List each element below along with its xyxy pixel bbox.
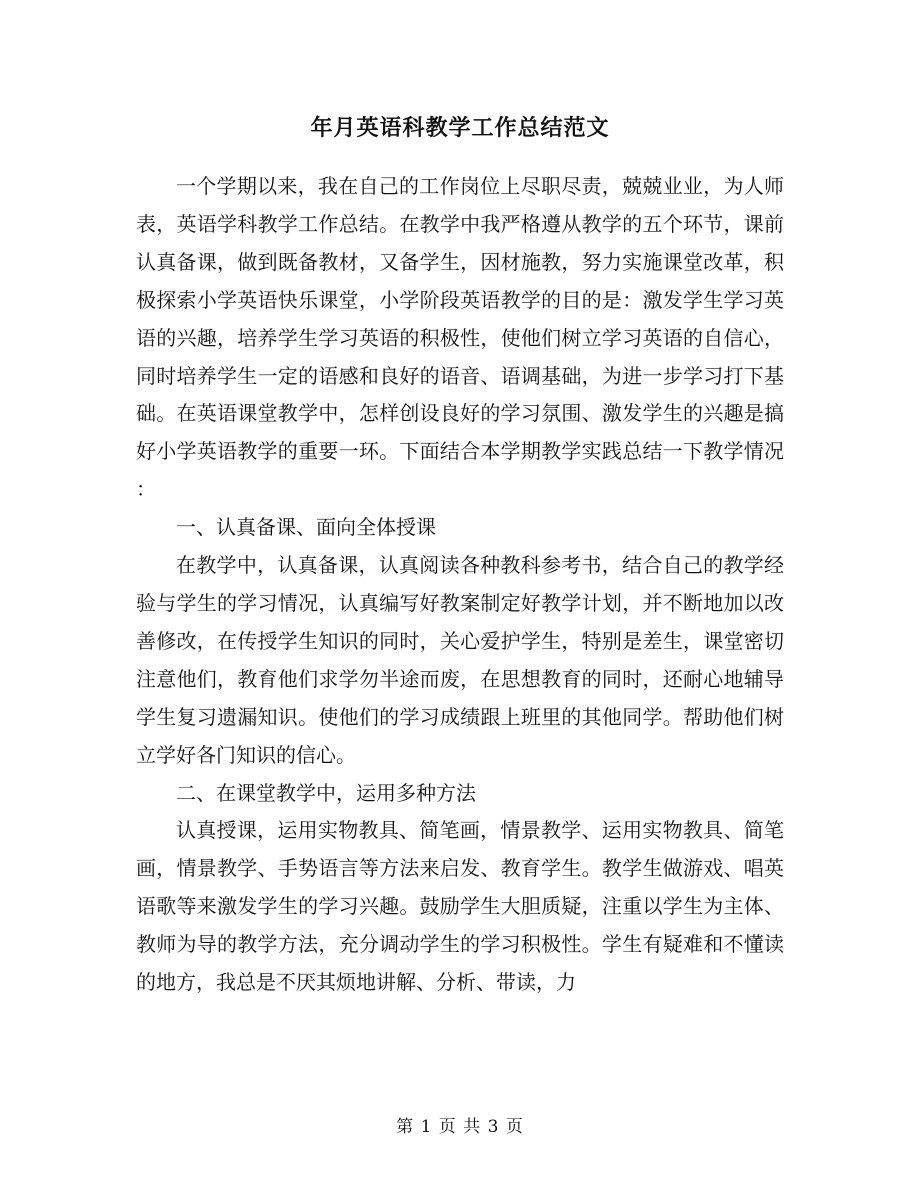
section-2-heading: 二、在课堂教学中，运用多种方法 bbox=[176, 780, 476, 805]
page-number-footer: 第 1 页 共 3 页 bbox=[396, 1117, 524, 1137]
section-1-paragraph: 在教学中，认真备课，认真阅读各种教科参考书，结合自己的教学经验与学生的学习情况，认真编写好教案制定好教学计划，并不断地加以改善修改，在传授学生知识的同时，关心爱护学生，特别是差生，课堂密切注意他们，教育他们求学勿半途而废，在思想教育的同时，还耐心地辅导学生复习遗漏知识。使他们的学习成绩跟上班里的其他同学。帮助他们树立学好各门知识的信心。 bbox=[136, 553, 784, 767]
section-2-paragraph: 认真授课，运用实物教具、简笔画，情景教学、运用实物教具、简笔画，情景教学、手势语言等方法来启发、教育学生。教学生做游戏、唱英语歌等来激发学生的学习兴趣。鼓励学生大胆质疑，注重以学生为主体、教师为导的教学方法，充分调动学生的学习积极性。学生有疑难和不懂读的地方，我总是不厌其烦地讲解、分析、带读，力 bbox=[136, 818, 784, 995]
document-body bbox=[136, 168, 784, 1002]
section-1-heading: 一、认真备课、面向全体授课 bbox=[176, 515, 436, 540]
document-title: 年月英语科教学工作总结范文 bbox=[310, 115, 610, 141]
intro-paragraph: 一个学期以来，我在自己的工作岗位上尽职尽责，兢兢业业，为人师表，英语学科教学工作总结。在教学中我严格遵从教学的五个环节，课前认真备课，做到既备教材，又备学生，因材施教，努力实施课堂改革，积极探索小学英语快乐课堂，小学阶段英语教学的目的是：激发学生学习英语的兴趣，培养学生学习英语的积极性，使他们树立学习英语的自信心，同时培养学生一定的语感和良好的语音、语调基础，为进一步学习打下基础。在英语课堂教学中，怎样创设良好的学习氛围、激发学生的兴趣是搞好小学英语教学的重要一环。下面结合本学期教学实践总结一下教学情况： bbox=[136, 174, 784, 502]
